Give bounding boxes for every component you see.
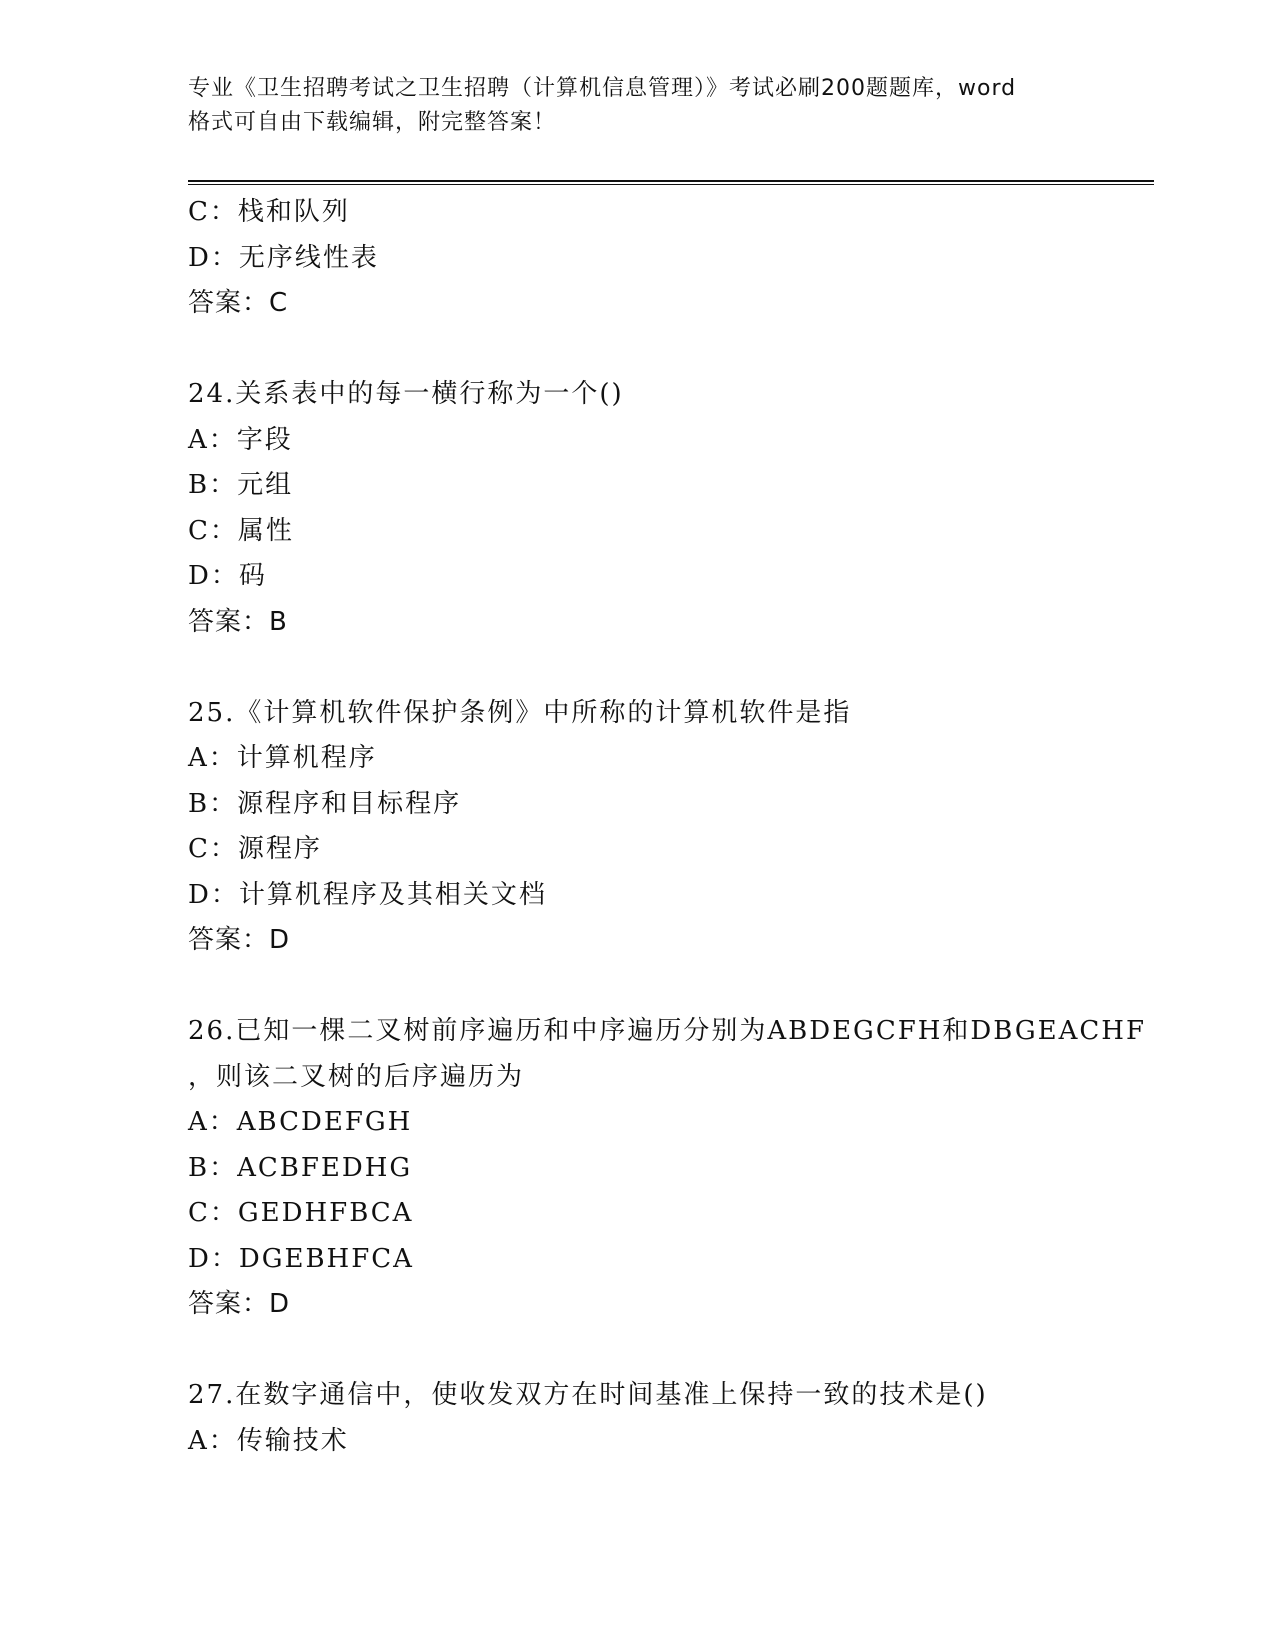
question-list bbox=[188, 190, 1147, 1464]
header-title-line-1: 专业《卫生招聘考试之卫生招聘（计算机信息管理）》考试必刷200题题库，word bbox=[188, 76, 1017, 101]
document-header bbox=[188, 72, 1088, 140]
question-26 bbox=[188, 1009, 1147, 1328]
option-b: B：元组 bbox=[188, 470, 294, 500]
option-d: D：无序线性表 bbox=[188, 242, 379, 273]
answer: 答案：B bbox=[188, 606, 288, 637]
option-c: C：栈和队列 bbox=[188, 197, 350, 227]
question-25 bbox=[188, 691, 1088, 964]
option-c: C：GEDHFBCA bbox=[188, 1198, 414, 1228]
question-24 bbox=[188, 372, 1088, 645]
option-a: A：ABCDEFGH bbox=[188, 1107, 413, 1137]
spacer bbox=[188, 327, 1088, 373]
header-divider-thick bbox=[188, 180, 1154, 182]
answer: 答案：D bbox=[188, 1289, 291, 1319]
option-b: B：ACBFEDHG bbox=[188, 1152, 413, 1183]
option-b: B：源程序和目标程序 bbox=[188, 788, 462, 819]
option-a: A：传输技术 bbox=[188, 1425, 349, 1456]
question-27 bbox=[188, 1373, 1088, 1464]
spacer bbox=[188, 645, 1088, 691]
option-d: D：DGEBHFCA bbox=[188, 1243, 414, 1274]
question-23 bbox=[188, 190, 1088, 327]
question-text-line-1: 26.已知一棵二叉树前序遍历和中序遍历分别为ABDEGCFH和DBGEACHF bbox=[188, 1016, 1147, 1046]
spacer bbox=[188, 1328, 1088, 1374]
question-text: 24.关系表中的每一横行称为一个() bbox=[188, 379, 624, 409]
question-text-line-2: ，则该二叉树的后序遍历为 bbox=[188, 1061, 525, 1092]
option-d: D：计算机程序及其相关文档 bbox=[188, 879, 547, 910]
answer: 答案：C bbox=[188, 288, 289, 318]
question-text: 25.《计算机软件保护条例》中所称的计算机软件是指 bbox=[188, 697, 852, 728]
answer: 答案：D bbox=[188, 925, 291, 955]
option-a: A：计算机程序 bbox=[188, 743, 377, 773]
question-text: 27.在数字通信中，使收发双方在时间基准上保持一致的技术是() bbox=[188, 1380, 988, 1410]
option-a: A：字段 bbox=[188, 424, 293, 455]
header-divider-thin bbox=[188, 184, 1154, 185]
option-c: C：属性 bbox=[188, 515, 294, 546]
spacer bbox=[188, 964, 1088, 1010]
header-title-line-2: 格式可自由下载编辑，附完整答案！ bbox=[188, 110, 557, 135]
option-c: C：源程序 bbox=[188, 834, 322, 864]
option-d: D：码 bbox=[188, 561, 267, 591]
